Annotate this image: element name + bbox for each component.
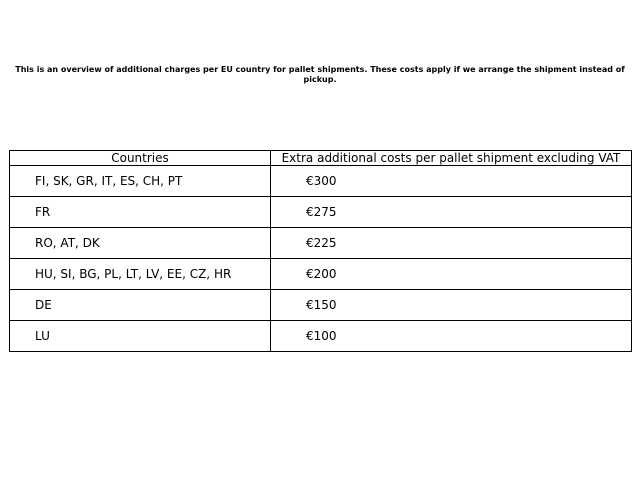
cost-cell: €150: [271, 290, 632, 321]
charges-table: [9, 150, 632, 352]
cost-cell: €300: [271, 166, 632, 197]
countries-cell: FI, SK, GR, IT, ES, CH, PT: [10, 166, 271, 197]
countries-cell: LU: [10, 321, 271, 352]
intro-text: This is an overview of additional charges per EU country for pallet shipments. These costs apply if we arrange the shipment instead of pickup.: [15, 65, 625, 84]
table-row: [10, 197, 632, 228]
table-row: [10, 228, 632, 259]
table-header-row: [10, 151, 632, 166]
countries-cell: RO, AT, DK: [10, 228, 271, 259]
table-row: [10, 290, 632, 321]
cost-cell: €200: [271, 259, 632, 290]
table-row: [10, 166, 632, 197]
cost-cell: €275: [271, 197, 632, 228]
countries-cell: FR: [10, 197, 271, 228]
countries-cell: DE: [10, 290, 271, 321]
table-header-countries: Countries: [10, 151, 271, 166]
table-header-costs: Extra additional costs per pallet shipment excluding VAT: [271, 151, 632, 166]
cost-cell: €100: [271, 321, 632, 352]
table-row: [10, 259, 632, 290]
table-row: [10, 321, 632, 352]
cost-cell: €225: [271, 228, 632, 259]
countries-cell: HU, SI, BG, PL, LT, LV, EE, CZ, HR: [10, 259, 271, 290]
